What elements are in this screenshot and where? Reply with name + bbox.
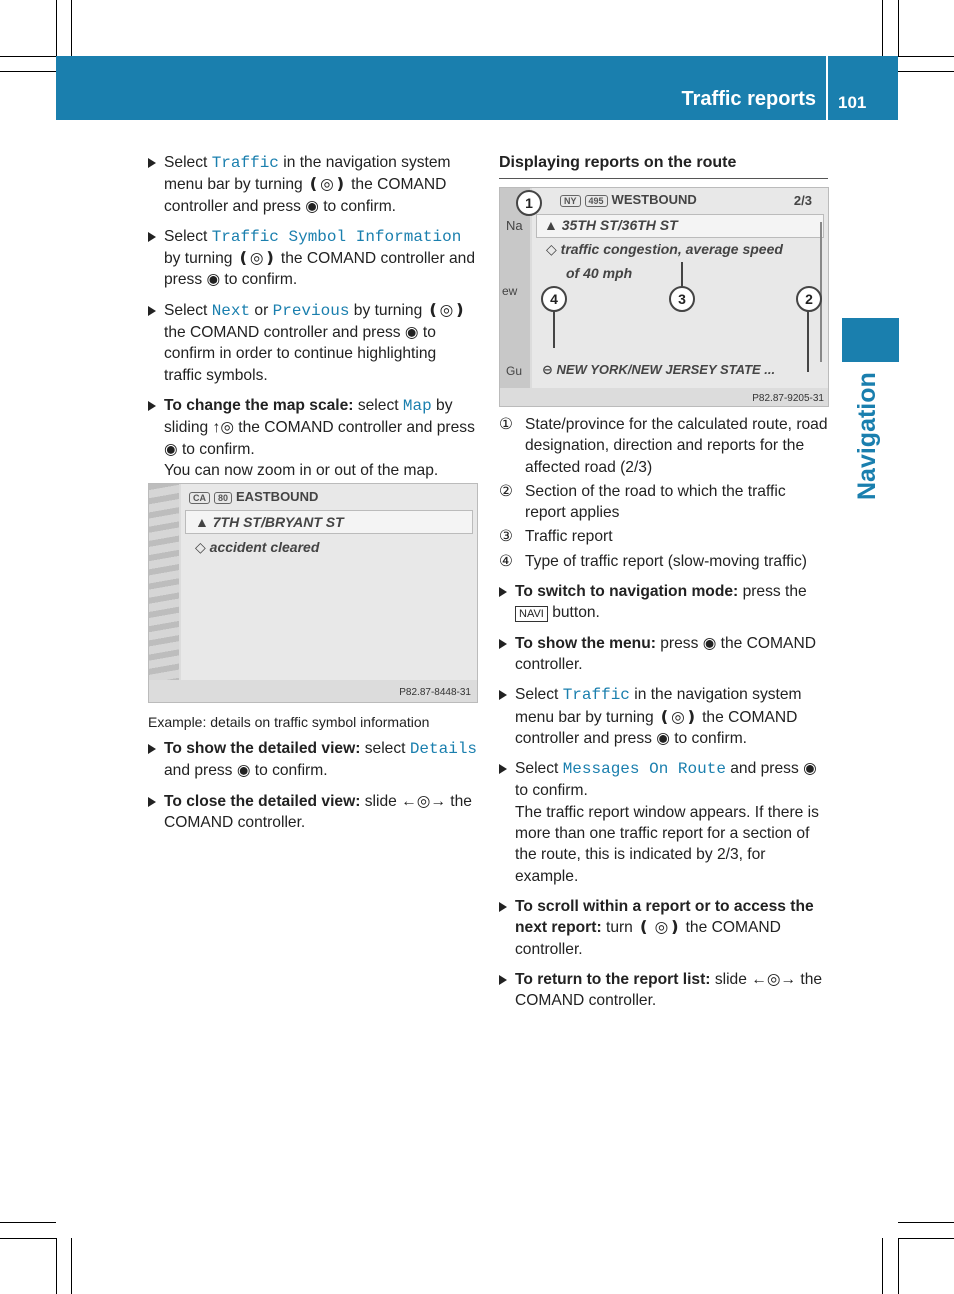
step-map-scale: To change the map scale: select Map by sliding ↑◎ the COMAND controller and press ◉ to confirm. You can now zoom in or out of the map. (148, 395, 478, 481)
step-navigation-mode: To switch to navigation mode: press the NAVI button. (499, 581, 829, 624)
crop-mark (898, 71, 954, 72)
step-close-view: To close the detailed view: slide ←◎→ the COMAND controller. (148, 791, 478, 834)
menu-code: Traffic (562, 686, 630, 705)
map-label: Gu (506, 364, 523, 378)
crop-mark (882, 1238, 883, 1294)
crop-mark (0, 1222, 56, 1223)
crop-mark (898, 1238, 954, 1239)
caption: Example: details on traffic symbol information (148, 714, 430, 730)
menu-code: Traffic Symbol Information (211, 227, 462, 246)
right-column (499, 414, 829, 1020)
menu-code: Map (402, 396, 432, 415)
legend-item: ② Section of the road to which the traffic report applies (499, 482, 786, 522)
image-code: P82.87-9205-31 (752, 393, 824, 404)
right-heading (499, 152, 828, 179)
crop-mark (898, 1238, 899, 1294)
menu-code: Traffic (211, 154, 279, 172)
header-separator (826, 56, 828, 120)
traffic-message-2: of 40 mph (566, 265, 633, 281)
legend-item: ④ Type of traffic report (slow-moving traffic) (499, 552, 807, 570)
crop-mark (56, 1238, 57, 1294)
step-messages-on-route: Select Messages On Route and press ◉ to confirm. The traffic report window appears. If there is more than one traffic report for a section of the route, this is indicated by 2/3, for example. (499, 758, 829, 887)
callout-line (807, 310, 809, 372)
callout-3: 3 (669, 286, 695, 312)
map-strip (149, 484, 179, 680)
legend-item: ① State/province for the calculated route, road designation, direction and reports for the affected road (2/3) (499, 416, 828, 476)
crop-mark (882, 0, 883, 56)
map-label: Na (506, 218, 523, 233)
navi-key: NAVI (515, 606, 548, 622)
screen-traffic-details (148, 483, 478, 703)
left-column (148, 152, 478, 490)
screen-route-reports (499, 187, 829, 407)
callout-1: 1 (516, 190, 542, 216)
side-label: Navigation (853, 372, 881, 500)
step-select-traffic-2: Select Traffic in the navigation system menu bar by turning ❪◎❫ the COMAND controller and press ◉ to confirm. (499, 684, 829, 749)
image-code: P82.87-8448-31 (399, 687, 471, 698)
step-select-traffic: Select Traffic in the navigation system menu bar by turning ❪◎❫ the COMAND controller and press ◉ to confirm. (148, 152, 478, 217)
direction-row: NY 495 WESTBOUND (560, 192, 697, 207)
step-return-list: To return to the report list: slide ←◎→ the COMAND controller. (499, 969, 829, 1012)
road-name: ▲ 35TH ST/36TH ST (544, 217, 678, 233)
crop-mark (0, 71, 56, 72)
crop-mark (56, 0, 57, 56)
left-column-2 (148, 738, 478, 842)
callout-line (553, 308, 555, 348)
detail-panel (181, 484, 477, 680)
crop-mark (0, 1238, 56, 1239)
page-title: Traffic reports (681, 88, 816, 110)
traffic-message: ◇ traffic congestion, average speed (546, 241, 783, 257)
crop-mark (0, 56, 56, 57)
menu-code: Messages On Route (562, 760, 726, 779)
route-footer: ⊖ NEW YORK/NEW JERSEY STATE ... (542, 362, 776, 377)
callout-4: 4 (541, 286, 567, 312)
side-tab (842, 318, 899, 362)
callout-2: 2 (796, 286, 822, 312)
step-detailed-view: To show the detailed view: select Details and press ◉ to confirm. (148, 738, 478, 782)
menu-code: Details (409, 740, 478, 758)
legend-item: ③ Traffic report (499, 528, 613, 546)
step-show-menu: To show the menu: press ◉ the COMAND controller. (499, 633, 829, 676)
step-scroll-report: To scroll within a report or to access the next report: turn ❪ ◎❫ the COMAND controller. (499, 896, 829, 960)
menu-code: Previous (272, 301, 350, 320)
section-title: Displaying reports on the route (499, 154, 737, 171)
road-name: ▲ 7TH ST/BRYANT ST (195, 514, 344, 530)
step-select-symbol-info: Select Traffic Symbol Information by turning ❪◎❫ the COMAND controller and press ◉ to confirm. (148, 226, 478, 291)
crop-mark (898, 0, 899, 56)
callout-line (681, 262, 683, 288)
menu-code: Next (211, 301, 251, 320)
crop-mark (898, 1222, 954, 1223)
section-rule (499, 178, 828, 179)
direction-row: CA 80 EASTBOUND (189, 489, 318, 504)
report-count: 2/3 (793, 193, 812, 208)
crop-mark (71, 1238, 72, 1294)
map-strip (500, 188, 530, 388)
traffic-message: ◇ accident cleared (195, 539, 320, 555)
map-label: ew (502, 284, 518, 298)
crop-mark (71, 0, 72, 56)
crop-mark (898, 56, 954, 57)
page-number: 101 (838, 93, 867, 112)
step-next-previous: Select Next or Previous by turning ❪◎❫ the COMAND controller and press ◉ to confirm in order to continue highlighting traffic symbols. (148, 300, 478, 386)
